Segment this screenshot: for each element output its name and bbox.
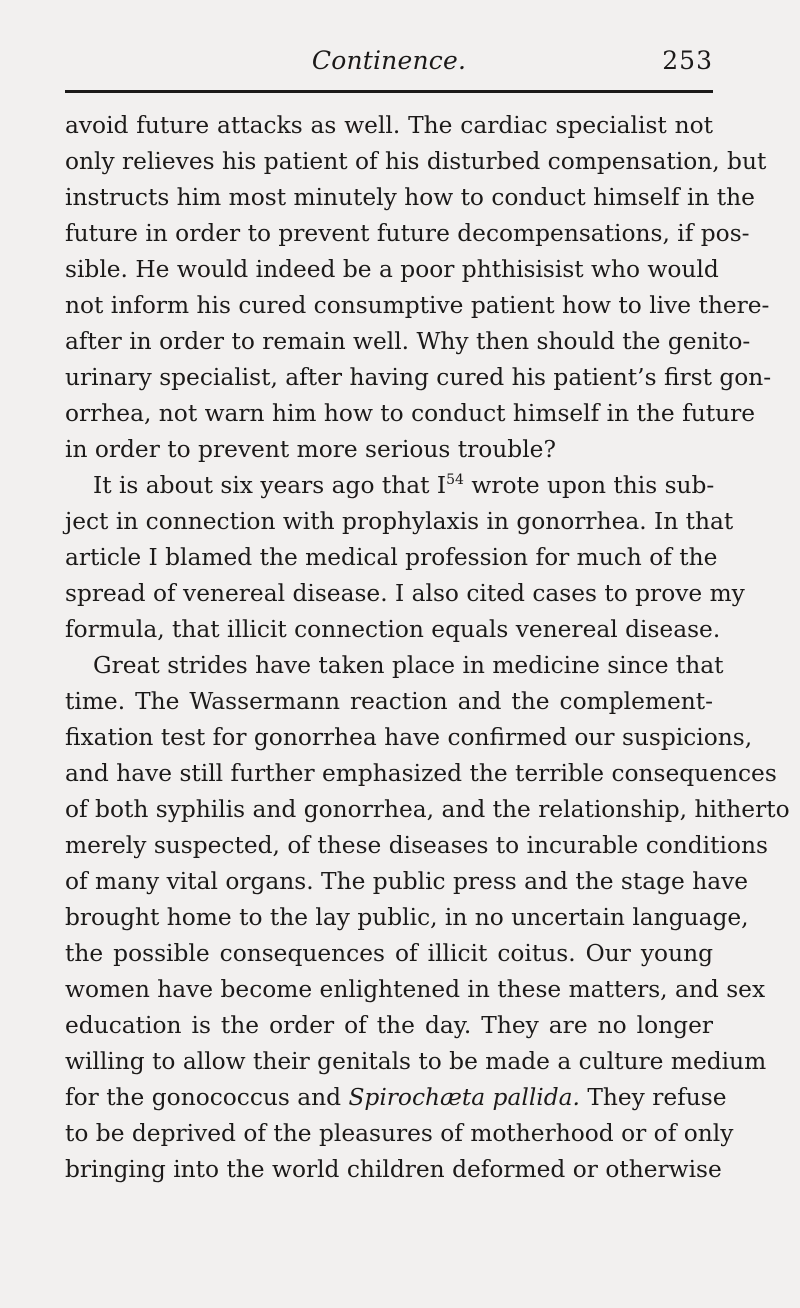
text-line: future in order to prevent future decompensations, if pos- xyxy=(65,220,750,247)
text-line: time. The Wassermann reaction and the complement- xyxy=(65,688,713,715)
text-segment: It is about six years ago that I xyxy=(93,472,447,499)
text-line: in order to prevent more serious trouble? xyxy=(65,436,556,463)
footnote-reference: 54 xyxy=(446,472,464,488)
text-line: education is the order of the day. They are no longer xyxy=(65,1012,713,1039)
text-line: after in order to remain well. Why then should the genito- xyxy=(65,328,751,355)
text-line: urinary specialist, after having cured his patient’s first gon- xyxy=(65,364,772,391)
italic-species-name: Spirochæta pallida. xyxy=(348,1084,580,1111)
text-line: article I blamed the medical profession for much of the xyxy=(65,544,718,571)
text-line: sible. He would indeed be a poor phthisisist who would xyxy=(65,256,719,283)
text-line: only relieves his patient of his disturbed compensation, but xyxy=(65,148,767,175)
text-line-with-footnote xyxy=(65,468,713,504)
text-line: merely suspected, of these diseases to incurable conditions xyxy=(65,832,768,859)
text-line: of both syphilis and gonorrhea, and the relationship, hitherto xyxy=(65,796,790,823)
text-segment: wrote upon this sub- xyxy=(471,472,715,499)
header-rule xyxy=(65,90,713,93)
text-segment: for the gonococcus and xyxy=(65,1084,342,1111)
text-line: fixation test for gonorrhea have confirmed our suspicions, xyxy=(65,724,753,751)
text-segment: They refuse xyxy=(587,1084,727,1111)
text-line: willing to allow their genitals to be made a culture medium xyxy=(65,1048,767,1075)
text-line: not inform his cured consumptive patient how to live there- xyxy=(65,292,770,319)
text-line: spread of venereal disease. I also cited cases to prove my xyxy=(65,580,745,607)
running-head xyxy=(65,40,713,88)
text-line: bringing into the world children deformed or otherwise xyxy=(65,1156,722,1183)
text-line: ject in connection with prophylaxis in gonorrhea. In that xyxy=(65,508,734,535)
text-line: Great strides have taken place in medicine since that xyxy=(93,652,724,679)
text-line: formula, that illicit connection equals venereal disease. xyxy=(65,616,721,643)
running-title: Continence. xyxy=(311,46,467,75)
body-text xyxy=(65,108,790,1188)
text-line: women have become enlightened in these matters, and sex xyxy=(65,976,766,1003)
text-line: avoid future attacks as well. The cardiac specialist not xyxy=(65,112,713,139)
page-number: 253 xyxy=(662,46,713,75)
text-line: to be deprived of the pleasures of motherhood or of only xyxy=(65,1120,734,1147)
text-line: instructs him most minutely how to conduct himself in the xyxy=(65,184,755,211)
text-line-with-italic xyxy=(65,1080,727,1116)
text-line: the possible consequences of illicit coitus. Our young xyxy=(65,940,713,967)
text-line: brought home to the lay public, in no uncertain language, xyxy=(65,904,749,931)
text-line: orrhea, not warn him how to conduct himself in the future xyxy=(65,400,755,427)
text-line: of many vital organs. The public press and the stage have xyxy=(65,868,749,895)
text-line: and have still further emphasized the terrible consequences xyxy=(65,760,777,787)
book-page xyxy=(65,40,790,1280)
